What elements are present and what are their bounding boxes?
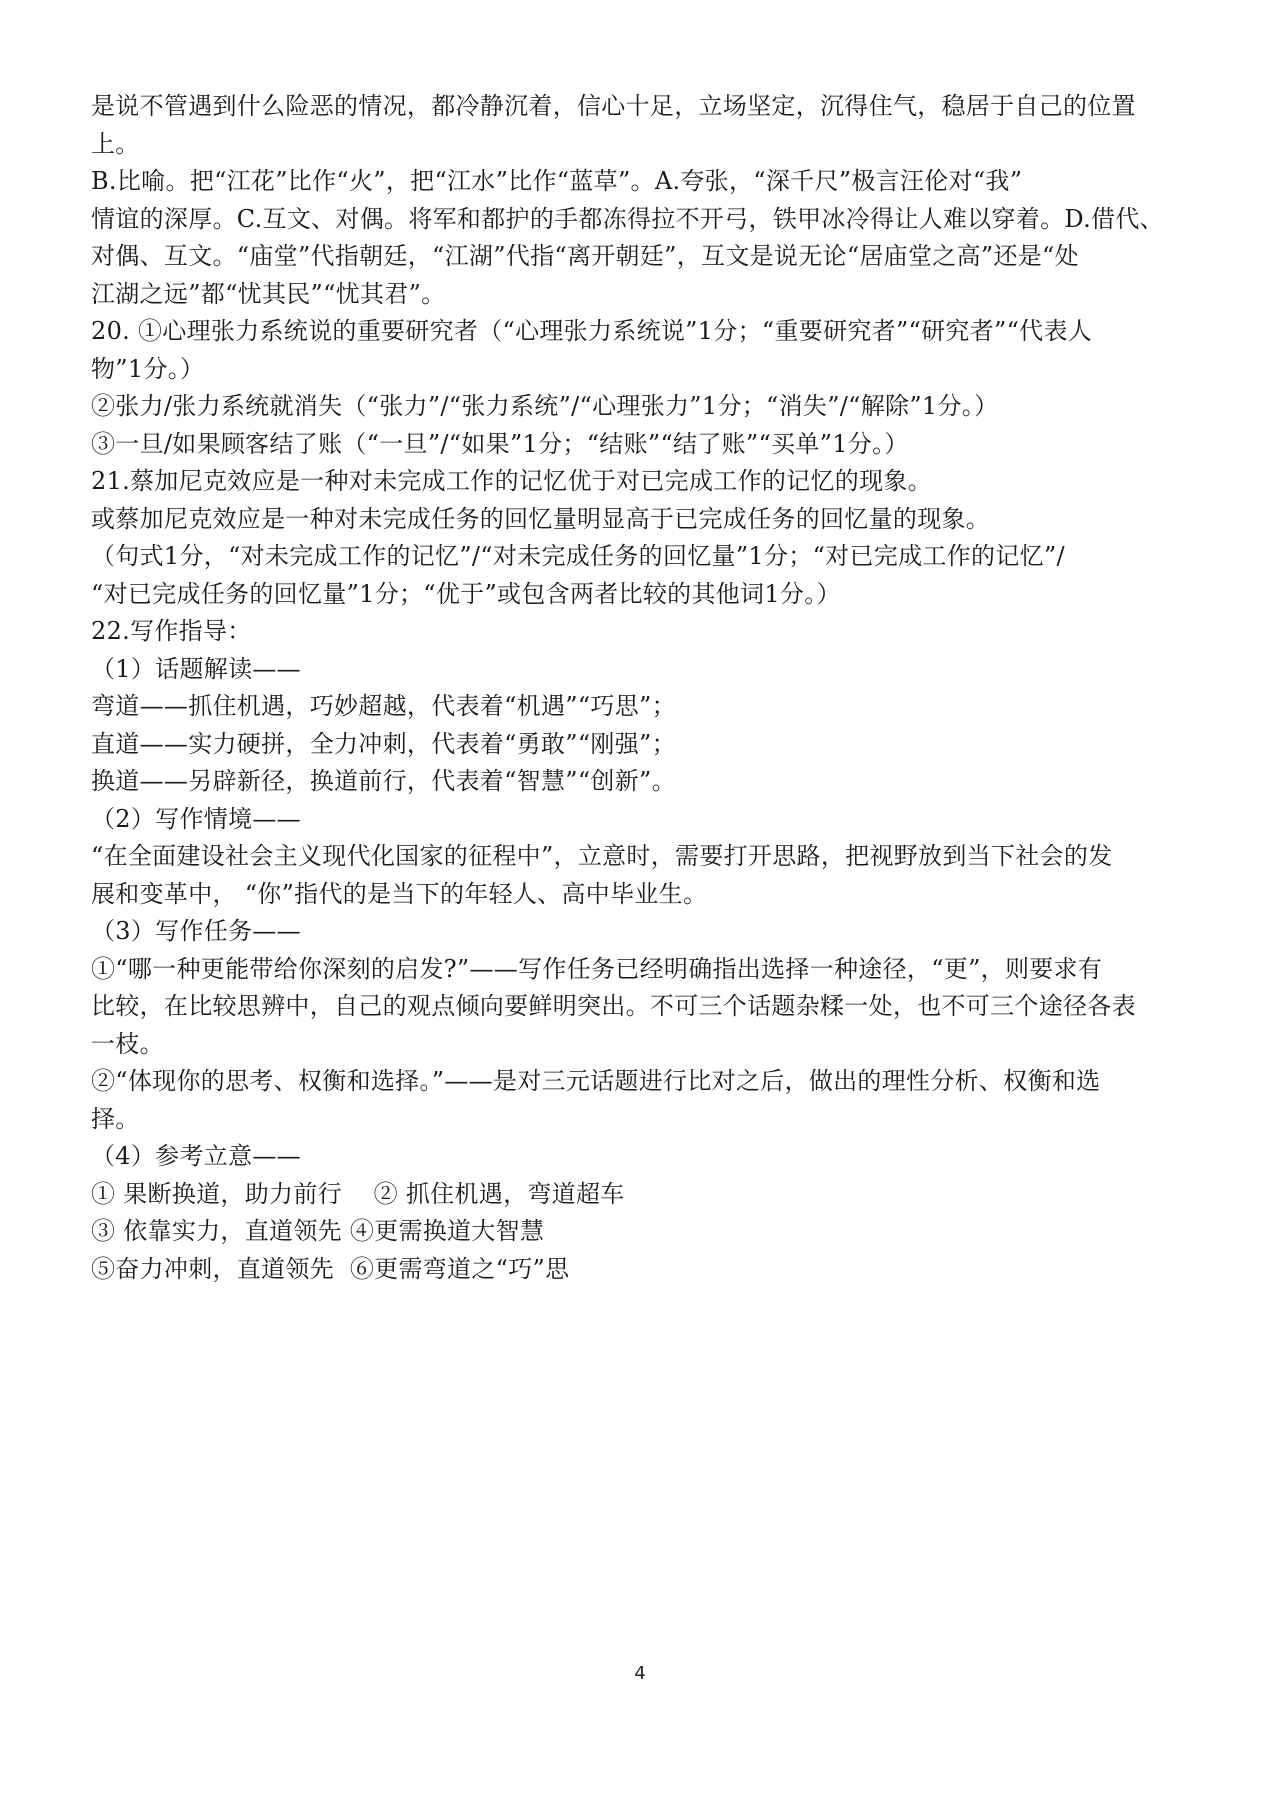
text-line: 换道——另辟新径，换道前行，代表着“智慧”“创新”。 (91, 767, 676, 795)
section-heading: （1）话题解读—— (91, 654, 301, 683)
text-line: 或蔡加尼克效应是一种对未完成任务的回忆量明显高于已完成任务的回忆量的现象。 (91, 504, 991, 533)
text-line: 展和变革中， “你”指代的是当下的年轻人、高中毕业生。 (91, 879, 708, 908)
text-line: 是说不管遇到什么险恶的情况，都冷静沉着，信心十足，立场坚定，沉得住气，稳居于自己的位置 (91, 92, 1136, 120)
text-line: 弯道——抓住机遇，巧妙超越，代表着“机遇”“巧思”； (91, 692, 676, 720)
question-21-heading: 21.蔡加尼克效应是一种对未完成工作的记忆优于对已完成工作的记忆的现象。 (91, 467, 932, 495)
text-line: 对偶、互文。“庙堂”代指朝廷，“江湖”代指“离开朝廷”，互文是说无论“居庙堂之高”还是“处 (91, 242, 1079, 270)
text-line: ②“体现你的思考、权衡和选择。”——是对三元话题进行比对之后，做出的理性分析、权衡和选 (91, 1067, 1101, 1095)
section-heading: （3）写作任务—— (91, 917, 301, 945)
question-22-heading: 22.写作指导： (91, 617, 252, 645)
text-line: “在全面建设社会主义现代化国家的征程中”，立意时，需要打开思路，把视野放到当下社会的发 (91, 842, 1113, 870)
answer-text-body (91, 88, 1201, 1288)
page-number: 4 (634, 1663, 646, 1684)
text-line: 比较，在比较思辨中，自己的观点倾向要鲜明突出。不可三个话题杂糅一处，也不可三个途径各表 (91, 992, 1136, 1020)
text-line: 江湖之远”都“忧其民”“忧其君”。 (91, 279, 446, 308)
section-heading: （2）写作情境—— (91, 804, 301, 833)
text-line: ① 果断换道，助力前行 ② 抓住机遇，弯道超车 (91, 1179, 625, 1208)
text-line: ③一旦/如果顾客结了账（“一旦”/“如果”1分；“结账”“结了账”“买单”1分。） (91, 429, 909, 458)
text-line: 一枝。 (91, 1029, 164, 1058)
text-line: ③ 依靠实力，直道领先 ④更需换道大智慧 (91, 1217, 545, 1245)
text-line: 情谊的深厚。C.互文、对偶。将军和都护的手都冻得拉不开弓，铁甲冰冷得让人难以穿着。D.借代、 (91, 204, 1164, 233)
text-line: 上。 (91, 129, 140, 158)
text-line: 择。 (91, 1104, 140, 1133)
question-20-heading: 20. ①心理张力系统说的重要研究者（“心理张力系统说”1分；“重要研究者”“研究者”“代表人 (91, 317, 1093, 345)
text-line: 物”1分。） (91, 354, 205, 383)
text-line: （句式1分，“对未完成工作的记忆”/“对未完成任务的回忆量”1分；“对已完成工作的记忆”/ (91, 542, 1065, 570)
text-line: “对已完成任务的回忆量”1分；“优于”或包含两者比较的其他词1分。） (91, 579, 841, 608)
text-line: ⑤奋力冲刺，直道领先 ⑥更需弯道之“巧”思 (91, 1254, 570, 1283)
text-line: 直道——实力硬拼，全力冲刺，代表着“勇敢”“刚强”； (91, 729, 676, 758)
section-heading: （4）参考立意—— (91, 1142, 301, 1170)
text-line: ②张力/张力系统就消失（“张力”/“张力系统”/“心理张力”1分；“消失”/“解除”1分。） (91, 392, 999, 420)
text-line: B.比喻。把“江花”比作“火”，把“江水”比作“蓝草”。A.夸张，“深千尺”极言汪伦对“我” (91, 167, 1023, 195)
text-line: ①“哪一种更能带给你深刻的启发?”——写作任务已经明确指出选择一种途径，“更”，则要求有 (91, 954, 1103, 983)
